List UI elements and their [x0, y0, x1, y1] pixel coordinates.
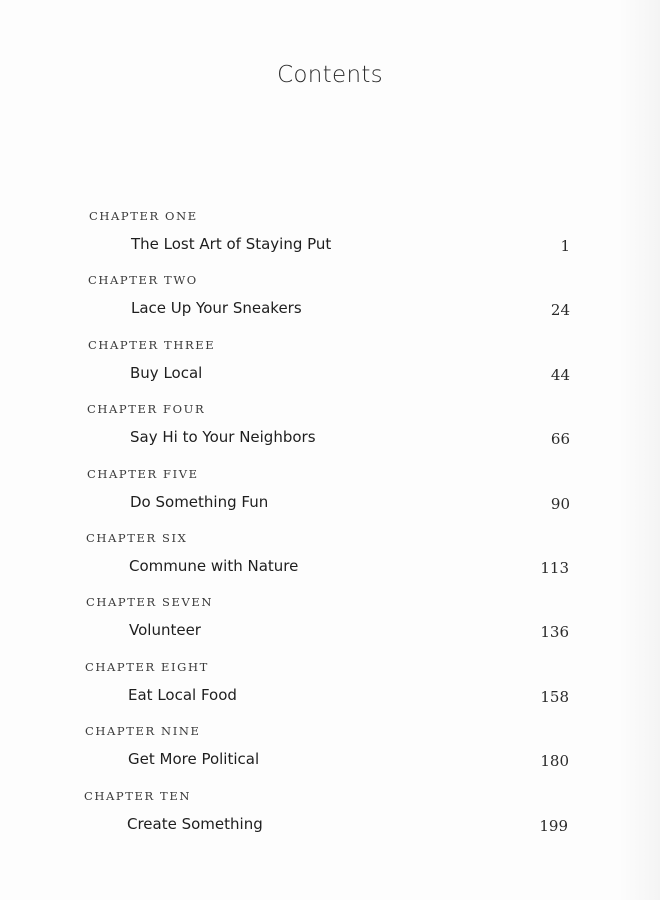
chapter-title: Volunteer: [129, 621, 201, 640]
page-number: 66: [550, 430, 570, 449]
toc-entry: [0, 789, 660, 853]
chapter-label: CHAPTER TWO: [88, 273, 198, 288]
toc-entry: [0, 595, 660, 659]
chapter-label: CHAPTER SEVEN: [86, 595, 214, 610]
page-number: 1: [560, 237, 570, 255]
toc-entry: [0, 402, 660, 466]
toc-entry: [0, 660, 660, 724]
chapter-label: CHAPTER SIX: [86, 530, 188, 545]
chapter-title: Do Something Fun: [130, 492, 269, 511]
page-number: 199: [539, 816, 568, 835]
page-number: 44: [550, 365, 570, 384]
toc-entry: [0, 209, 660, 273]
chapter-title: Create Something: [127, 814, 263, 833]
chapter-title: Lace Up Your Sneakers: [131, 299, 302, 318]
chapter-label: CHAPTER ONE: [89, 209, 198, 223]
toc-entry: [0, 273, 660, 337]
page-number: 90: [550, 494, 570, 513]
page-number: 24: [550, 301, 570, 320]
chapter-label: CHAPTER TEN: [84, 788, 191, 803]
chapter-title: Get More Political: [128, 750, 260, 769]
table-of-contents: [0, 209, 660, 853]
chapter-title: Buy Local: [130, 363, 203, 382]
chapter-label: CHAPTER FOUR: [87, 402, 206, 417]
toc-entry: [0, 724, 660, 788]
chapter-label: CHAPTER FIVE: [87, 466, 199, 481]
chapter-label: CHAPTER NINE: [85, 724, 201, 739]
toc-entry: [0, 531, 660, 595]
chapter-label: CHAPTER THREE: [88, 337, 216, 352]
page-number: 136: [540, 623, 569, 642]
toc-entry: [0, 467, 660, 531]
toc-entry: [0, 338, 660, 402]
page-title: Contents: [277, 62, 383, 88]
chapter-title: Say Hi to Your Neighbors: [130, 428, 316, 447]
chapter-title: The Lost Art of Staying Put: [131, 235, 332, 253]
page-number: 113: [540, 558, 569, 577]
chapter-label: CHAPTER EIGHT: [85, 659, 209, 674]
chapter-title: Commune with Nature: [129, 556, 299, 575]
page-number: 180: [540, 752, 569, 771]
page-number: 158: [540, 687, 569, 706]
chapter-title: Eat Local Food: [128, 685, 237, 704]
